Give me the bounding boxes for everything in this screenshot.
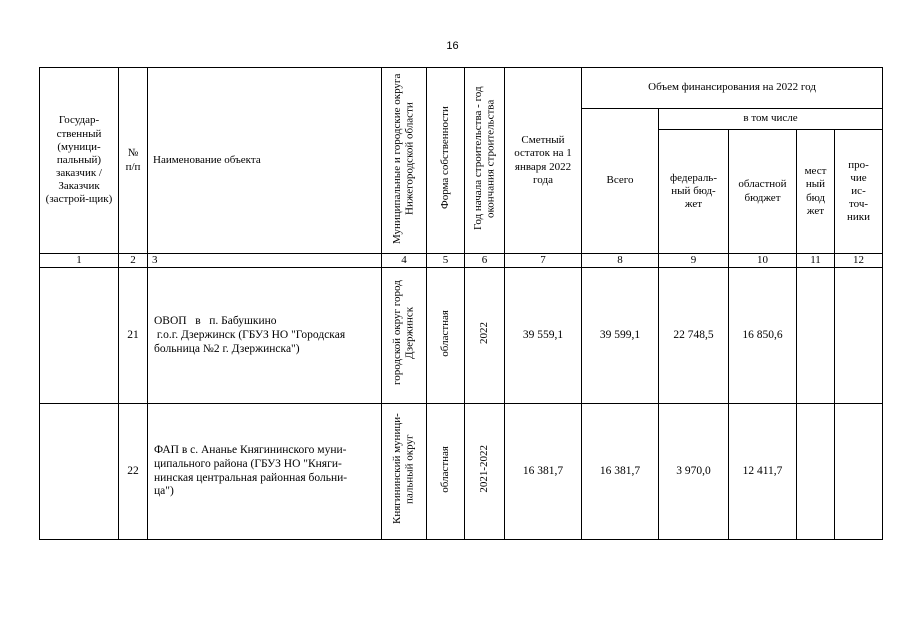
row-other — [835, 404, 883, 540]
page-number: 16 — [446, 40, 459, 52]
row-other — [835, 268, 883, 404]
row-total: 16 381,7 — [582, 404, 659, 540]
row-federal: 22 748,5 — [659, 268, 729, 404]
header-total: Всего — [582, 109, 659, 254]
column-number: 8 — [582, 254, 659, 268]
table-row — [40, 268, 883, 404]
column-number: 5 — [427, 254, 465, 268]
object-name-line: ципального района (ГБУЗ НО "Княги- — [154, 457, 342, 470]
header-regional: областной бюджет — [729, 130, 797, 254]
column-number-row — [40, 254, 883, 268]
header-customer: Государ-ственный (муници-пальный) заказчик / Заказчик (застрой-щик) — [40, 68, 119, 254]
row-total: 39 599,1 — [582, 268, 659, 404]
header-ownership: Форма собственности — [439, 106, 452, 210]
object-name-line: нинская центральная районная больни- — [154, 471, 348, 484]
header-years: Год начала строительства - год окончания строительства — [471, 86, 497, 231]
column-number: 2 — [119, 254, 148, 268]
row-local — [797, 404, 835, 540]
header-municipality-cell — [382, 68, 427, 254]
column-number: 1 — [40, 254, 119, 268]
header-including: в том числе — [659, 109, 883, 130]
row-customer — [40, 404, 119, 540]
row-remaining: 39 559,1 — [505, 268, 582, 404]
row-ownership-cell — [427, 268, 465, 404]
row-ownership: областная — [439, 309, 452, 357]
row-ownership-cell — [427, 404, 465, 540]
row-number: 21 — [119, 268, 148, 404]
column-number: 10 — [729, 254, 797, 268]
header-other: про-чие ис-точ-ники — [835, 130, 883, 254]
object-name-line: ФАП в с. Ананье Княгининского муни- — [154, 444, 347, 457]
object-name-line: г.о.г. Дзержинск (ГБУЗ НО "Городская — [154, 328, 346, 341]
row-federal: 3 970,0 — [659, 404, 729, 540]
column-number: 4 — [382, 254, 427, 268]
row-municipality-cell — [382, 268, 427, 404]
header-ownership-cell — [427, 68, 465, 254]
header-num: № п/п — [119, 68, 148, 254]
header-years-cell — [465, 68, 505, 254]
header-funding: Объем финансирования на 2022 год — [582, 68, 883, 109]
row-municipality: городской округ город Дзержинск — [391, 280, 416, 386]
row-municipality-cell — [382, 404, 427, 540]
row-ownership: областная — [439, 445, 452, 493]
row-object-name — [148, 268, 382, 404]
column-number: 9 — [659, 254, 729, 268]
row-regional: 12 411,7 — [729, 404, 797, 540]
header-federal: федераль-ный бюд-жет — [659, 130, 729, 254]
row-municipality: Княгининский муници-пальный округ — [391, 413, 416, 525]
table-row — [40, 404, 883, 540]
row-regional: 16 850,6 — [729, 268, 797, 404]
column-number: 11 — [797, 254, 835, 268]
column-number: 3 — [148, 254, 382, 268]
object-name-line: ца") — [154, 485, 174, 498]
header-local: мест ный бюд жет — [797, 130, 835, 254]
header-remaining: Сметный остаток на 1 января 2022 года — [505, 68, 582, 254]
object-name-line: больница №2 г. Дзержинска") — [154, 342, 300, 355]
column-number: 7 — [505, 254, 582, 268]
column-number: 6 — [465, 254, 505, 268]
row-years-cell — [465, 404, 505, 540]
header-object-name: Наименование объекта — [148, 68, 382, 254]
header-municipality: Муниципальные и городские округа Нижегородской области — [391, 73, 416, 244]
row-object-name — [148, 404, 382, 540]
financing-table — [39, 67, 883, 540]
row-number: 22 — [119, 404, 148, 540]
row-years-cell — [465, 268, 505, 404]
row-remaining: 16 381,7 — [505, 404, 582, 540]
object-name-line: ОВОП в п. Бабушкино — [154, 314, 277, 327]
row-years: 2021-2022 — [478, 445, 491, 494]
row-local — [797, 268, 835, 404]
column-number: 12 — [835, 254, 883, 268]
row-years: 2022 — [478, 322, 491, 345]
row-customer — [40, 268, 119, 404]
